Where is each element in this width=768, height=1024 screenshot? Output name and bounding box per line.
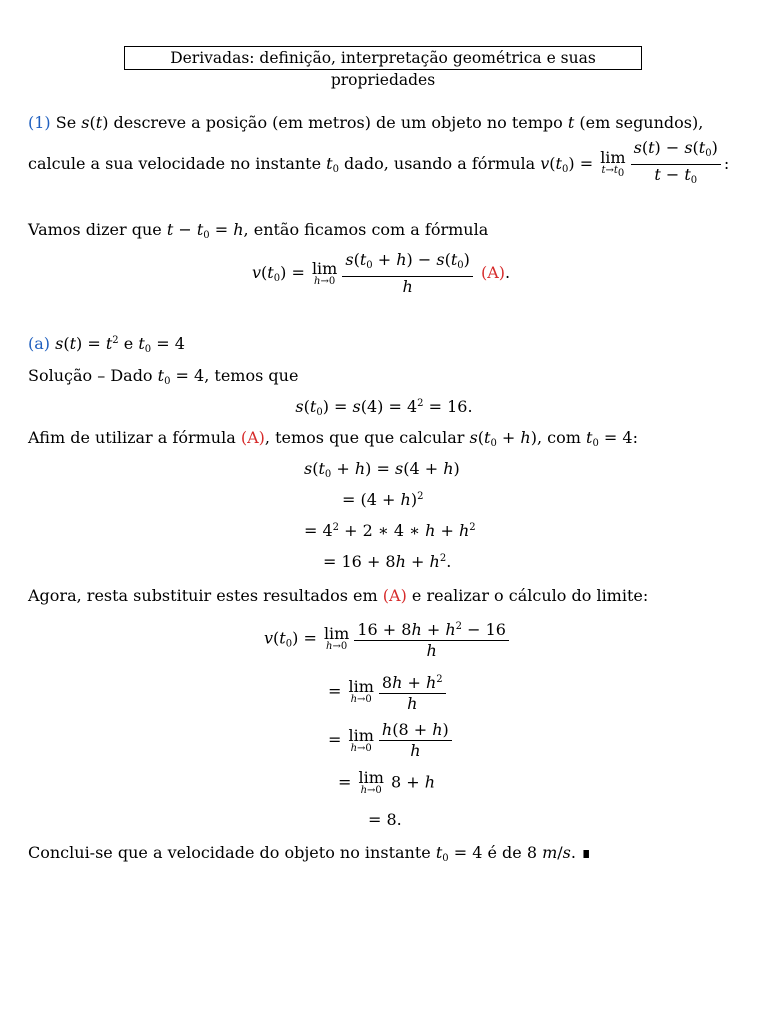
part-a-label: (a) bbox=[28, 334, 51, 353]
limit-step-4: = lim h→0 8 + h bbox=[338, 768, 436, 796]
problem-line-2: calcule a sua velocidade no instante $t_0$ dado, usando a fórmula $v(t_0)$ = lim $t\to t_0$ $\frac{s(t) - s(t_0)}{t - t_0}$ : bbox=[28, 138, 729, 191]
qed-symbol: ∎ bbox=[581, 843, 592, 862]
conclusion-line: Conclui-se que a velocidade do objeto no instante $t_0 = 4$ é de 8 m/s. ∎ bbox=[28, 843, 592, 864]
substitution-line: Vamos dizer que $t - t_0 = h$, então ficamos com a fórmula bbox=[28, 220, 489, 241]
expansion-step-4: = $16 + 8h + h^2$. bbox=[323, 552, 452, 571]
formula-label: (A) bbox=[480, 263, 506, 282]
agora-line: Agora, resta substituir estes resultados em (A) e realizar o cálculo do limite: bbox=[28, 586, 649, 605]
expansion-step-3: = $4^2 + 2$ ∗ 4 ∗ $h + h^2$ bbox=[304, 521, 476, 540]
problem-line-1: (1) Se s(t) descreve a posição (em metros) de um objeto no tempo t (em segundos), bbox=[28, 113, 704, 132]
limit-result: = 8. bbox=[368, 810, 402, 829]
limit-step-1: $v(t_0)$ = lim h→0 $\frac{16 + 8h + h^2 - 16}{h}$ bbox=[264, 617, 512, 661]
velocity-fraction: $\frac{s(t) - s(t_0)}{t - t_0}$ bbox=[631, 138, 721, 191]
page-title: Derivadas: definição, interpretação geométrica e suas propriedades bbox=[124, 46, 642, 70]
expansion-step-1: $s(t_0 + h) = s(4 + h)$ bbox=[304, 459, 460, 480]
s-t0-equation: $s(t_0) = s(4) = 4^2 = 16$. bbox=[295, 397, 473, 418]
solution-line: Solução – Dado $t_0 = 4$, temos que bbox=[28, 366, 299, 387]
limit-step-3: = lim h→0 $\frac{h(8 + h)}{h}$ bbox=[328, 720, 455, 761]
problem-number: (1) bbox=[28, 113, 51, 132]
limit-step-2: = lim h→0 $\frac{8h + h^2}{h}$ bbox=[328, 670, 449, 714]
expansion-step-2: = $(4 + h)^2$ bbox=[342, 490, 424, 509]
part-a-statement: (a) $s(t) = t^2$ e $t_0 = 4$ bbox=[28, 334, 185, 355]
formula-a: $v(t_0)$ = lim h→0 $\frac{s(t_0 + h) - s(t_0)}{h}$ (A). bbox=[252, 250, 511, 296]
afim-line: Afim de utilizar a fórmula (A), temos que que calcular $s(t_0 + h)$, com $t_0 = 4$: bbox=[28, 428, 638, 449]
